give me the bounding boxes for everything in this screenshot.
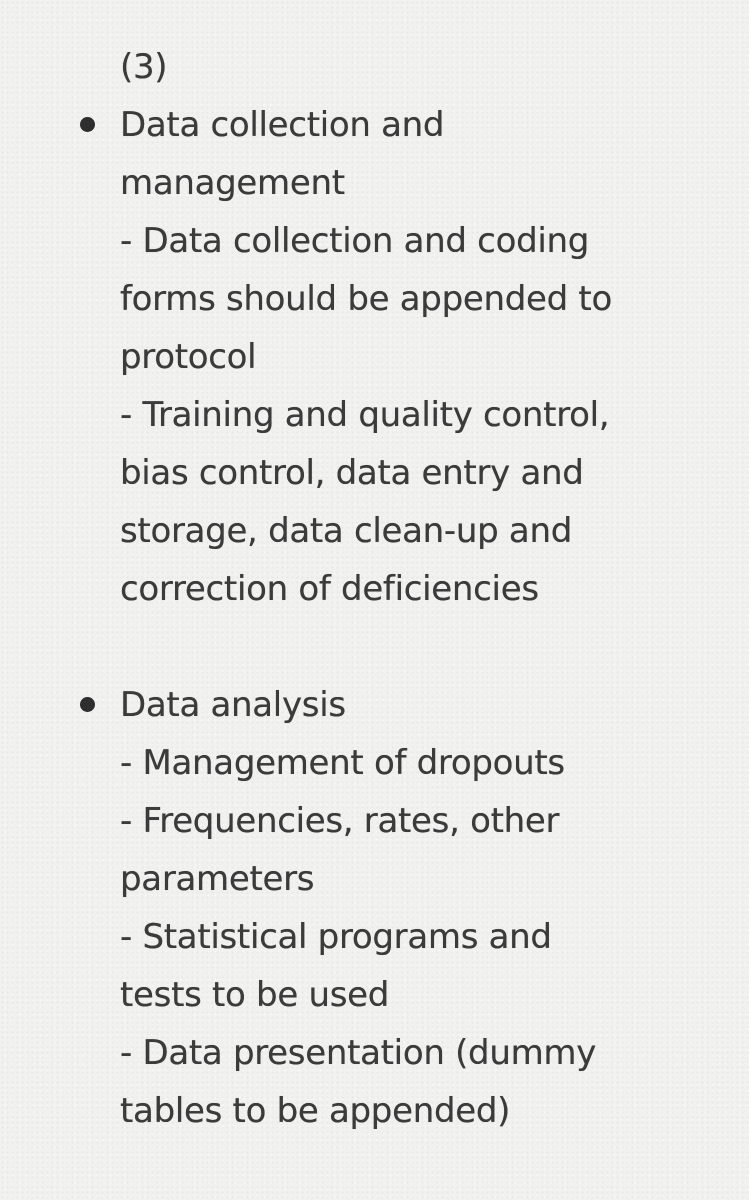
detail-line: - Training and quality control, bbox=[120, 395, 610, 435]
section-heading-line: management bbox=[120, 163, 345, 203]
section-heading-line: Data analysis bbox=[120, 685, 346, 725]
detail-line: - Management of dropouts bbox=[120, 743, 565, 783]
bullet-icon bbox=[80, 697, 95, 712]
page-number: (3) bbox=[120, 47, 168, 87]
section-heading-line: Data collection and bbox=[120, 105, 445, 145]
detail-line: storage, data clean-up and bbox=[120, 511, 572, 551]
detail-line: correction of deficiencies bbox=[120, 569, 539, 609]
detail-line: - Statistical programs and bbox=[120, 917, 552, 957]
detail-line: tables to be appended) bbox=[120, 1091, 511, 1131]
detail-line: bias control, data entry and bbox=[120, 453, 584, 493]
bullet-icon bbox=[80, 117, 95, 132]
detail-line: tests to be used bbox=[120, 975, 390, 1015]
detail-line: - Data presentation (dummy bbox=[120, 1033, 597, 1073]
detail-line: parameters bbox=[120, 859, 315, 899]
detail-line: - Frequencies, rates, other bbox=[120, 801, 560, 841]
detail-line: protocol bbox=[120, 337, 257, 377]
detail-line: forms should be appended to bbox=[120, 279, 612, 319]
detail-line: - Data collection and coding bbox=[120, 221, 590, 261]
